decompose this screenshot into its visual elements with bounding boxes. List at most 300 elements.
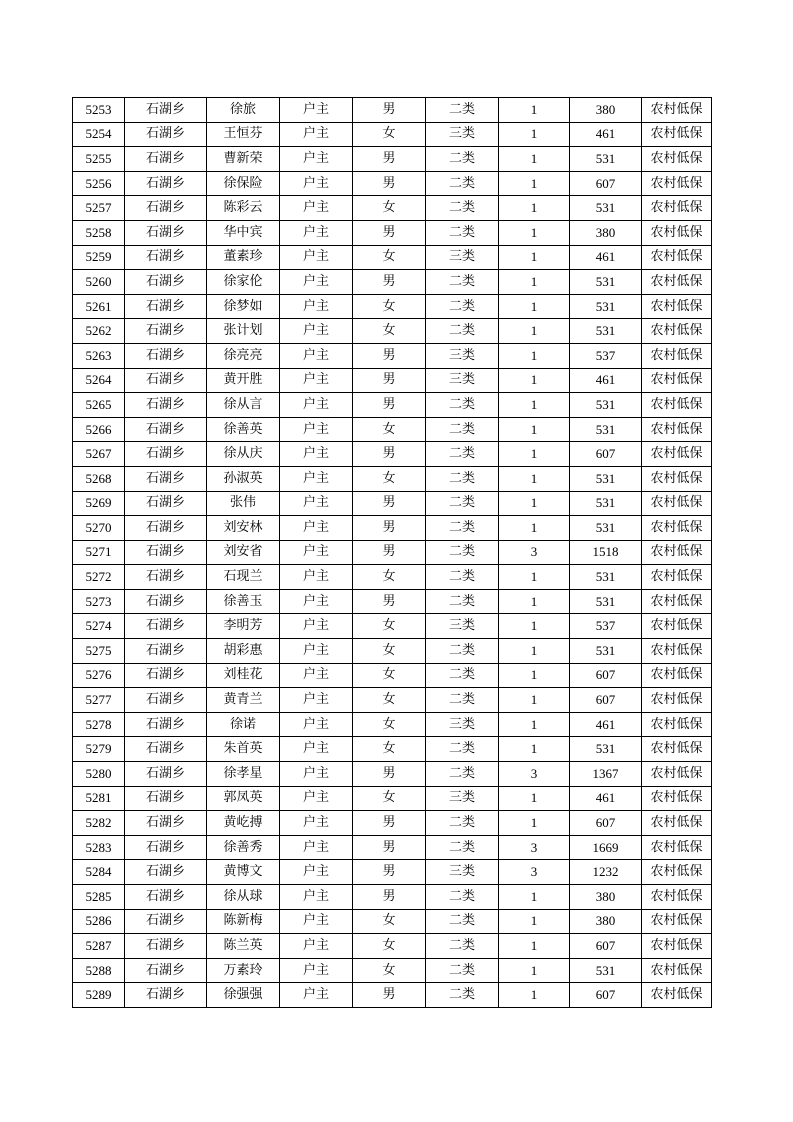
name-cell: 徐诺 [207,712,280,737]
township-cell: 石湖乡 [125,737,207,762]
township-cell: 石湖乡 [125,319,207,344]
household-size-cell: 1 [499,565,570,590]
table-row [73,516,712,541]
relation-cell: 户主 [280,368,353,393]
gender-cell: 男 [353,835,426,860]
category-cell: 二类 [426,171,499,196]
household-size-cell: 3 [499,835,570,860]
township-cell: 石湖乡 [125,614,207,639]
gender-cell: 女 [353,663,426,688]
name-cell: 陈彩云 [207,196,280,221]
gender-cell: 男 [353,762,426,787]
assistance-type-cell: 农村低保 [642,811,712,836]
assistance-type-cell: 农村低保 [642,516,712,541]
category-cell: 二类 [426,491,499,516]
table-row [73,540,712,565]
category-cell: 二类 [426,811,499,836]
assistance-type-cell: 农村低保 [642,639,712,664]
table-row [73,294,712,319]
name-cell: 徐善玉 [207,589,280,614]
township-cell: 石湖乡 [125,688,207,713]
gender-cell: 男 [353,811,426,836]
assistance-type-cell: 农村低保 [642,835,712,860]
name-cell: 徐强强 [207,983,280,1008]
household-size-cell: 1 [499,983,570,1008]
township-cell: 石湖乡 [125,589,207,614]
gender-cell: 男 [353,171,426,196]
name-cell: 朱首英 [207,737,280,762]
relation-cell: 户主 [280,565,353,590]
table-row [73,147,712,172]
serial-number-cell: 5278 [73,712,125,737]
name-cell: 郭凤英 [207,786,280,811]
gender-cell: 女 [353,786,426,811]
name-cell: 孙淑英 [207,466,280,491]
serial-number-cell: 5280 [73,762,125,787]
category-cell: 二类 [426,417,499,442]
household-size-cell: 3 [499,540,570,565]
name-cell: 徐孝星 [207,762,280,787]
gender-cell: 男 [353,220,426,245]
relation-cell: 户主 [280,663,353,688]
household-size-cell: 1 [499,122,570,147]
assistance-type-cell: 农村低保 [642,762,712,787]
amount-cell: 461 [570,712,642,737]
gender-cell: 女 [353,639,426,664]
amount-cell: 531 [570,319,642,344]
table-row [73,491,712,516]
township-cell: 石湖乡 [125,196,207,221]
assistance-type-cell: 农村低保 [642,589,712,614]
relation-cell: 户主 [280,786,353,811]
table-row [73,688,712,713]
relation-cell: 户主 [280,122,353,147]
gender-cell: 男 [353,983,426,1008]
relation-cell: 户主 [280,540,353,565]
category-cell: 二类 [426,762,499,787]
category-cell: 二类 [426,589,499,614]
amount-cell: 607 [570,663,642,688]
amount-cell: 461 [570,786,642,811]
relation-cell: 户主 [280,983,353,1008]
assistance-type-cell: 农村低保 [642,983,712,1008]
category-cell: 三类 [426,368,499,393]
gender-cell: 男 [353,368,426,393]
name-cell: 徐梦如 [207,294,280,319]
assistance-type-cell: 农村低保 [642,786,712,811]
amount-cell: 461 [570,122,642,147]
township-cell: 石湖乡 [125,122,207,147]
amount-cell: 531 [570,393,642,418]
township-cell: 石湖乡 [125,442,207,467]
gender-cell: 男 [353,147,426,172]
household-size-cell: 1 [499,885,570,910]
gender-cell: 女 [353,958,426,983]
gender-cell: 女 [353,909,426,934]
serial-number-cell: 5259 [73,245,125,270]
name-cell: 徐保险 [207,171,280,196]
name-cell: 张伟 [207,491,280,516]
township-cell: 石湖乡 [125,245,207,270]
relation-cell: 户主 [280,319,353,344]
category-cell: 二类 [426,958,499,983]
serial-number-cell: 5261 [73,294,125,319]
relation-cell: 户主 [280,909,353,934]
household-size-cell: 1 [499,98,570,123]
category-cell: 二类 [426,393,499,418]
township-cell: 石湖乡 [125,516,207,541]
category-cell: 三类 [426,860,499,885]
gender-cell: 女 [353,319,426,344]
amount-cell: 380 [570,220,642,245]
assistance-type-cell: 农村低保 [642,712,712,737]
assistance-type-cell: 农村低保 [642,885,712,910]
roster-body [73,98,712,1008]
serial-number-cell: 5284 [73,860,125,885]
relation-cell: 户主 [280,442,353,467]
township-cell: 石湖乡 [125,983,207,1008]
relation-cell: 户主 [280,589,353,614]
table-row [73,860,712,885]
name-cell: 刘安省 [207,540,280,565]
serial-number-cell: 5260 [73,270,125,295]
name-cell: 黄开胜 [207,368,280,393]
amount-cell: 531 [570,958,642,983]
relation-cell: 户主 [280,270,353,295]
assistance-type-cell: 农村低保 [642,417,712,442]
gender-cell: 女 [353,417,426,442]
serial-number-cell: 5276 [73,663,125,688]
relation-cell: 户主 [280,835,353,860]
township-cell: 石湖乡 [125,540,207,565]
assistance-type-cell: 农村低保 [642,122,712,147]
category-cell: 二类 [426,220,499,245]
serial-number-cell: 5287 [73,934,125,959]
gender-cell: 女 [353,688,426,713]
amount-cell: 531 [570,147,642,172]
serial-number-cell: 5267 [73,442,125,467]
household-size-cell: 1 [499,491,570,516]
township-cell: 石湖乡 [125,417,207,442]
category-cell: 二类 [426,466,499,491]
assistance-type-cell: 农村低保 [642,171,712,196]
amount-cell: 1367 [570,762,642,787]
township-cell: 石湖乡 [125,663,207,688]
serial-number-cell: 5264 [73,368,125,393]
serial-number-cell: 5265 [73,393,125,418]
relation-cell: 户主 [280,762,353,787]
amount-cell: 531 [570,196,642,221]
table-row [73,811,712,836]
amount-cell: 531 [570,270,642,295]
household-size-cell: 1 [499,393,570,418]
household-size-cell: 1 [499,368,570,393]
table-row [73,614,712,639]
amount-cell: 531 [570,639,642,664]
township-cell: 石湖乡 [125,466,207,491]
serial-number-cell: 5263 [73,343,125,368]
amount-cell: 1669 [570,835,642,860]
table-row [73,589,712,614]
serial-number-cell: 5266 [73,417,125,442]
household-size-cell: 3 [499,762,570,787]
gender-cell: 男 [353,540,426,565]
amount-cell: 380 [570,909,642,934]
assistance-type-cell: 农村低保 [642,270,712,295]
category-cell: 三类 [426,614,499,639]
assistance-type-cell: 农村低保 [642,909,712,934]
serial-number-cell: 5285 [73,885,125,910]
table-row [73,196,712,221]
amount-cell: 461 [570,368,642,393]
assistance-type-cell: 农村低保 [642,343,712,368]
household-size-cell: 1 [499,958,570,983]
gender-cell: 女 [353,466,426,491]
assistance-type-cell: 农村低保 [642,196,712,221]
name-cell: 徐善英 [207,417,280,442]
assistance-type-cell: 农村低保 [642,860,712,885]
relation-cell: 户主 [280,712,353,737]
township-cell: 石湖乡 [125,958,207,983]
relation-cell: 户主 [280,491,353,516]
assistance-type-cell: 农村低保 [642,614,712,639]
table-row [73,663,712,688]
household-size-cell: 1 [499,220,570,245]
relation-cell: 户主 [280,466,353,491]
household-size-cell: 1 [499,589,570,614]
category-cell: 三类 [426,343,499,368]
assistance-type-cell: 农村低保 [642,442,712,467]
amount-cell: 531 [570,417,642,442]
assistance-type-cell: 农村低保 [642,958,712,983]
serial-number-cell: 5289 [73,983,125,1008]
gender-cell: 女 [353,196,426,221]
serial-number-cell: 5273 [73,589,125,614]
township-cell: 石湖乡 [125,565,207,590]
category-cell: 二类 [426,294,499,319]
category-cell: 二类 [426,688,499,713]
amount-cell: 607 [570,934,642,959]
serial-number-cell: 5274 [73,614,125,639]
table-row [73,343,712,368]
household-size-cell: 1 [499,712,570,737]
table-row [73,835,712,860]
serial-number-cell: 5262 [73,319,125,344]
township-cell: 石湖乡 [125,171,207,196]
relation-cell: 户主 [280,245,353,270]
table-row [73,466,712,491]
assistance-type-cell: 农村低保 [642,540,712,565]
table-row [73,270,712,295]
category-cell: 二类 [426,98,499,123]
serial-number-cell: 5253 [73,98,125,123]
relation-cell: 户主 [280,220,353,245]
relation-cell: 户主 [280,737,353,762]
table-row [73,762,712,787]
relation-cell: 户主 [280,811,353,836]
category-cell: 二类 [426,934,499,959]
serial-number-cell: 5279 [73,737,125,762]
category-cell: 二类 [426,442,499,467]
assistance-type-cell: 农村低保 [642,98,712,123]
household-size-cell: 1 [499,516,570,541]
table-row [73,368,712,393]
category-cell: 二类 [426,737,499,762]
name-cell: 曹新荣 [207,147,280,172]
name-cell: 华中宾 [207,220,280,245]
household-size-cell: 1 [499,786,570,811]
serial-number-cell: 5255 [73,147,125,172]
category-cell: 二类 [426,663,499,688]
name-cell: 刘桂花 [207,663,280,688]
name-cell: 徐亮亮 [207,343,280,368]
township-cell: 石湖乡 [125,786,207,811]
amount-cell: 531 [570,589,642,614]
serial-number-cell: 5282 [73,811,125,836]
category-cell: 二类 [426,639,499,664]
relation-cell: 户主 [280,639,353,664]
household-size-cell: 1 [499,270,570,295]
name-cell: 董素珍 [207,245,280,270]
relation-cell: 户主 [280,393,353,418]
relation-cell: 户主 [280,196,353,221]
table-row [73,220,712,245]
table-row [73,934,712,959]
name-cell: 徐家伦 [207,270,280,295]
relation-cell: 户主 [280,614,353,639]
relation-cell: 户主 [280,147,353,172]
relation-cell: 户主 [280,516,353,541]
township-cell: 石湖乡 [125,368,207,393]
assistance-type-cell: 农村低保 [642,147,712,172]
gender-cell: 男 [353,589,426,614]
table-row [73,983,712,1008]
category-cell: 二类 [426,147,499,172]
table-row [73,245,712,270]
household-size-cell: 1 [499,811,570,836]
serial-number-cell: 5271 [73,540,125,565]
table-row [73,417,712,442]
amount-cell: 607 [570,983,642,1008]
name-cell: 黄博文 [207,860,280,885]
amount-cell: 531 [570,516,642,541]
table-row [73,122,712,147]
relation-cell: 户主 [280,958,353,983]
relation-cell: 户主 [280,98,353,123]
serial-number-cell: 5268 [73,466,125,491]
category-cell: 三类 [426,245,499,270]
township-cell: 石湖乡 [125,491,207,516]
gender-cell: 男 [353,491,426,516]
gender-cell: 男 [353,270,426,295]
household-size-cell: 1 [499,196,570,221]
category-cell: 二类 [426,196,499,221]
amount-cell: 380 [570,98,642,123]
household-size-cell: 1 [499,245,570,270]
assistance-type-cell: 农村低保 [642,294,712,319]
name-cell: 徐从庆 [207,442,280,467]
relation-cell: 户主 [280,688,353,713]
table-row [73,565,712,590]
household-size-cell: 3 [499,860,570,885]
name-cell: 陈兰英 [207,934,280,959]
household-size-cell: 1 [499,442,570,467]
category-cell: 二类 [426,516,499,541]
name-cell: 黄青兰 [207,688,280,713]
welfare-roster-table [72,97,712,1008]
serial-number-cell: 5288 [73,958,125,983]
township-cell: 石湖乡 [125,762,207,787]
township-cell: 石湖乡 [125,270,207,295]
serial-number-cell: 5281 [73,786,125,811]
category-cell: 二类 [426,983,499,1008]
assistance-type-cell: 农村低保 [642,368,712,393]
category-cell: 二类 [426,835,499,860]
table-row [73,171,712,196]
table-row [73,786,712,811]
gender-cell: 女 [353,565,426,590]
relation-cell: 户主 [280,934,353,959]
assistance-type-cell: 农村低保 [642,466,712,491]
household-size-cell: 1 [499,639,570,664]
category-cell: 三类 [426,786,499,811]
table-row [73,958,712,983]
relation-cell: 户主 [280,885,353,910]
serial-number-cell: 5283 [73,835,125,860]
name-cell: 徐从球 [207,885,280,910]
assistance-type-cell: 农村低保 [642,220,712,245]
table-row [73,712,712,737]
table-row [73,442,712,467]
household-size-cell: 1 [499,343,570,368]
serial-number-cell: 5286 [73,909,125,934]
gender-cell: 女 [353,712,426,737]
name-cell: 徐从言 [207,393,280,418]
township-cell: 石湖乡 [125,811,207,836]
category-cell: 二类 [426,540,499,565]
category-cell: 二类 [426,885,499,910]
township-cell: 石湖乡 [125,934,207,959]
category-cell: 三类 [426,122,499,147]
table-row [73,319,712,344]
amount-cell: 537 [570,343,642,368]
township-cell: 石湖乡 [125,393,207,418]
assistance-type-cell: 农村低保 [642,737,712,762]
name-cell: 刘安林 [207,516,280,541]
gender-cell: 男 [353,885,426,910]
relation-cell: 户主 [280,171,353,196]
serial-number-cell: 5275 [73,639,125,664]
township-cell: 石湖乡 [125,639,207,664]
assistance-type-cell: 农村低保 [642,663,712,688]
household-size-cell: 1 [499,171,570,196]
amount-cell: 531 [570,737,642,762]
township-cell: 石湖乡 [125,220,207,245]
household-size-cell: 1 [499,147,570,172]
serial-number-cell: 5257 [73,196,125,221]
gender-cell: 男 [353,98,426,123]
assistance-type-cell: 农村低保 [642,393,712,418]
amount-cell: 607 [570,811,642,836]
table-row [73,98,712,123]
amount-cell: 607 [570,171,642,196]
gender-cell: 女 [353,294,426,319]
township-cell: 石湖乡 [125,147,207,172]
relation-cell: 户主 [280,294,353,319]
amount-cell: 537 [570,614,642,639]
household-size-cell: 1 [499,614,570,639]
category-cell: 二类 [426,270,499,295]
